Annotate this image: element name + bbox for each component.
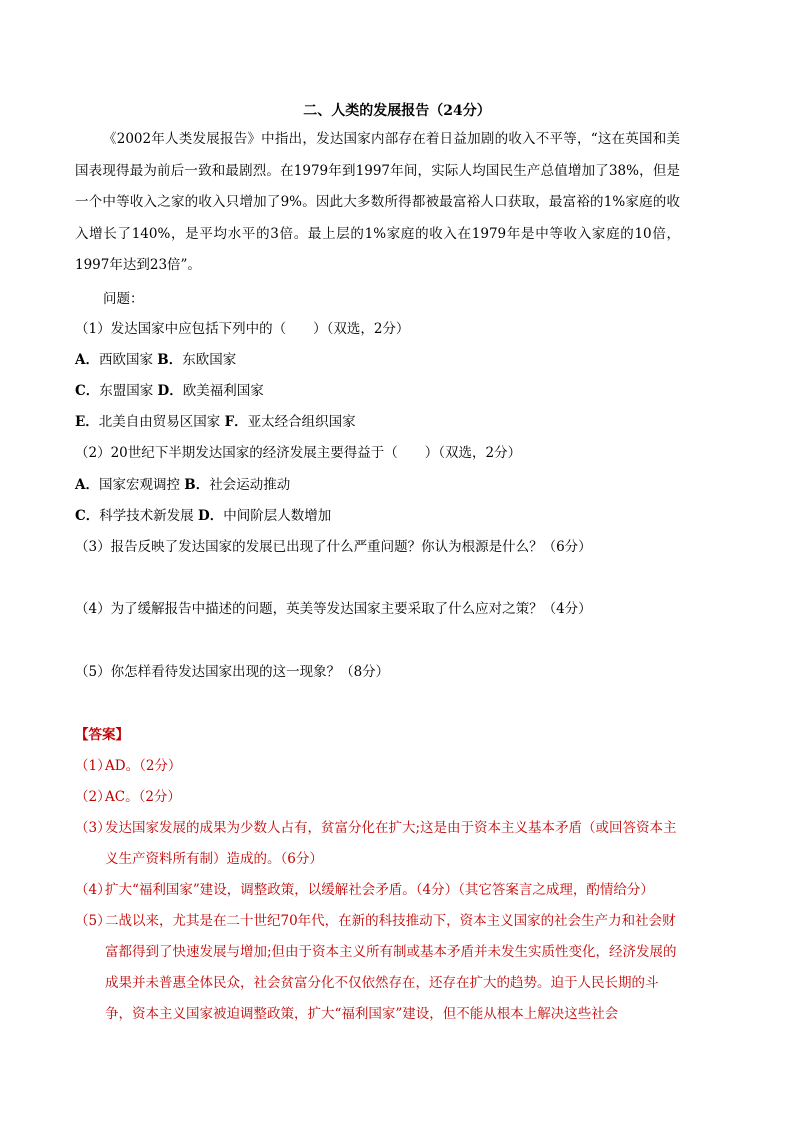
- answer-number: （1）: [75, 758, 111, 774]
- option-text: 西欧国家: [98, 352, 158, 368]
- answer-number: （4）: [75, 882, 111, 898]
- option-text: 亚太经合组织国家: [247, 414, 356, 430]
- answer-number: （5）: [75, 913, 111, 929]
- option-letter: A．: [75, 352, 99, 368]
- option-text: 东盟国家: [99, 383, 158, 399]
- option-letter: C．: [75, 383, 100, 399]
- option-text: 国家宏观调控: [98, 477, 185, 493]
- q1-option-row: [75, 413, 695, 431]
- answer-item: [75, 906, 680, 1030]
- answer-text: AD。（2分）: [105, 758, 182, 774]
- option-text: 中间阶层人数增加: [223, 508, 332, 524]
- option-letter: D．: [198, 508, 224, 524]
- answer-item: [75, 875, 680, 906]
- q1-option-row: [75, 351, 695, 369]
- answer-text: 扩大“福利国家”建设，调整政策，以缓解社会矛盾。（4分）（其它答案言之成理，酌情给分）: [105, 882, 654, 898]
- q2-option-row: [75, 476, 695, 494]
- option-letter: B．: [157, 352, 183, 368]
- option-letter: D．: [157, 383, 183, 399]
- q1-stem: （1）发达国家中应包括下列中的（ ）（双选，2分）: [75, 321, 410, 337]
- option-letter: F．: [224, 414, 248, 430]
- option-text: 北美自由贸易区国家: [98, 414, 225, 430]
- section-title: 二、人类的发展报告（24分）: [303, 103, 491, 119]
- question-label: 问题：: [103, 291, 144, 307]
- option-letter: C．: [75, 508, 100, 524]
- report-passage: 《2002年人类发展报告》中指出，发达国家内部存在着日益加剧的收入不平等，“这在英国和美国表现得最为前后一致和最剧烈。在1979年到1997年间，实际人均国民生产总值增加了38%，但是一个中等收入之家的收入只增加了9%。因此大多数所得都被最富裕人口获取，最富裕的1%家庭的收入增长了140%，是平均水平的3倍。最上层的1%家庭的收入在1979年是中等收入家庭的10倍，1997年达到23倍”。: [75, 131, 680, 273]
- option-text: 社会运动推动: [209, 477, 291, 493]
- option-text: 东欧国家: [182, 352, 237, 368]
- answer-heading: 【答案】: [75, 727, 129, 743]
- option-letter: E．: [75, 414, 99, 430]
- answer-item: [75, 813, 680, 875]
- option-text: 欧美福利国家: [182, 383, 264, 399]
- answer-item: [75, 751, 680, 782]
- q4-stem: （4）为了缓解报告中描述的问题，英美等发达国家主要采取了什么应对之策？（4分）: [75, 601, 592, 617]
- option-text: 科学技术新发展: [99, 508, 199, 524]
- q2-option-row: [75, 507, 695, 525]
- q2-stem: （2）20世纪下半期发达国家的经济发展主要得益于（ ）（双选，2分）: [75, 445, 522, 461]
- q1-option-row: [75, 382, 695, 400]
- answer-number: （2）: [75, 789, 111, 805]
- answer-item: [75, 782, 680, 813]
- answer-text: AC。（2分）: [105, 789, 181, 805]
- q3-stem: （3）报告反映了发达国家的发展已出现了什么严重问题？你认为根源是什么？（6分）: [75, 539, 592, 555]
- answer-text: 发达国家发展的成果为少数人占有，贫富分化在扩大;这是由于资本主义基本矛盾（或回答资本主义生产资料所有制）造成的。（6分）: [105, 820, 677, 867]
- q5-stem: （5）你怎样看待发达国家出现的这一现象？（8分）: [75, 664, 390, 680]
- option-letter: B．: [184, 477, 210, 493]
- option-letter: A．: [75, 477, 99, 493]
- answer-number: （3）: [75, 820, 111, 836]
- answer-text: 二战以来，尤其是在二十世纪70年代，在新的科技推动下，资本主义国家的社会生产力和社会财富都得到了快速发展与增加;但由于资本主义所有制或基本矛盾并未发生实质性变化，经济发展的成果并未普惠全体民众，社会贫富分化不仅依然存在，还存在扩大的趋势。迫于人民长期的斗争，资本主义国家被迫调整政策，扩大“福利国家”建设，但不能从根本上解决这些社会: [105, 913, 677, 1022]
